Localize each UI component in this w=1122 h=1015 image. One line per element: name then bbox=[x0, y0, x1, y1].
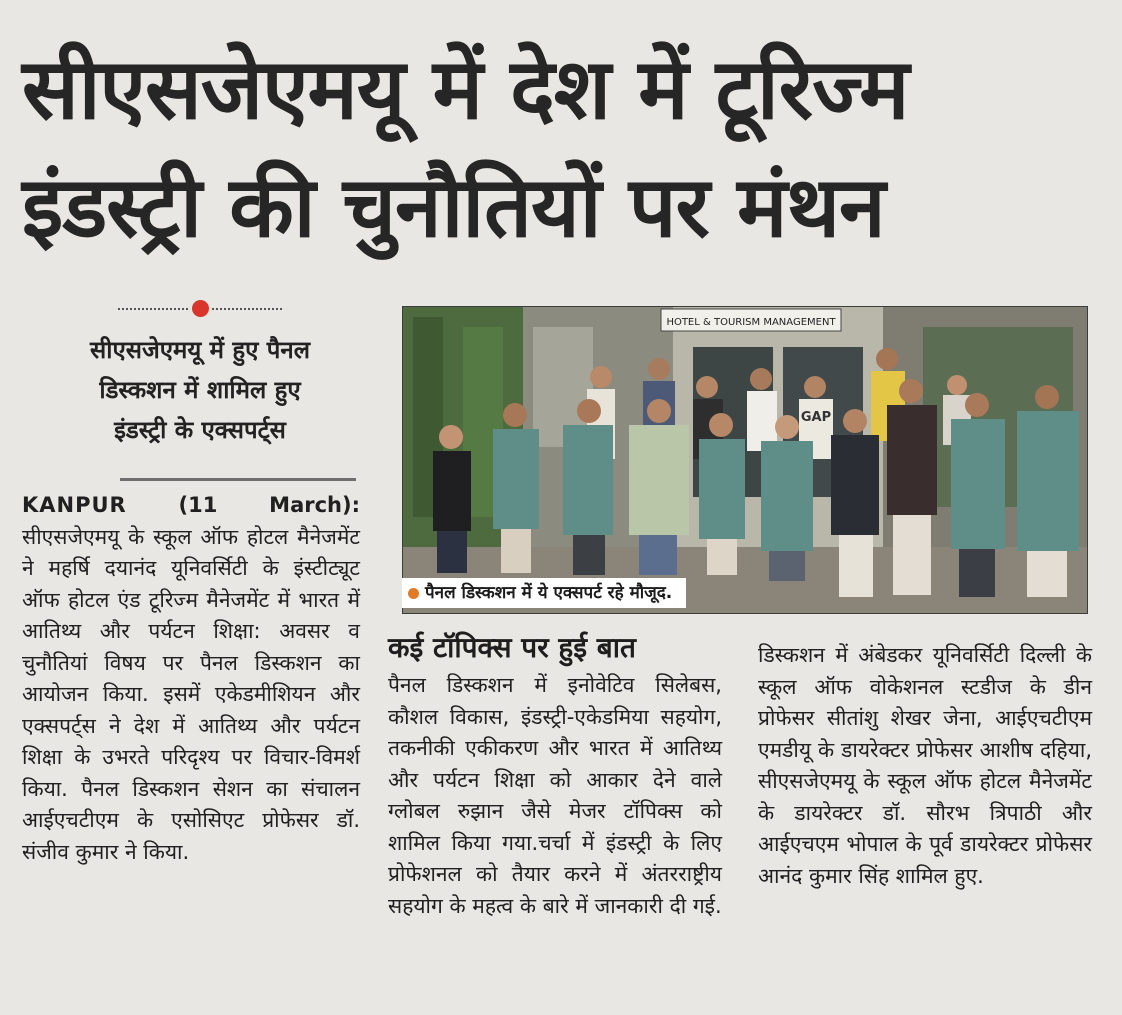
dateline-place: KANPUR bbox=[22, 493, 127, 517]
shirt-text: GAP bbox=[800, 410, 832, 425]
headline-line-1: सीएसजेएमयू में देश में टूरिज्म bbox=[22, 40, 909, 138]
article-column-2: पैनल डिस्कशन में इनोवेटिव सिलेबस, कौशल विकास, इंडस्ट्री-एकेडमिया सहयोग, तकनीकी एकीकरण और भारत में आतिथ्य और पर्यटन शिक्षा को आकार देने वाले ग्लोबल रुझान जैसे मेजर टॉपिक्स को शामिल किया गया.चर्चा में इंडस्ट्री के लिए प्रोफेशनल को तैयार करने में अंतरराष्ट्रीय सहयोग के महत्व के बारे में जानकारी दी गई. bbox=[388, 673, 722, 918]
dateline bbox=[22, 493, 360, 517]
dotted-divider-left bbox=[118, 308, 188, 310]
photo-caption bbox=[402, 578, 686, 608]
article-column-1 bbox=[22, 490, 360, 868]
building-sign: HOTEL & TOURISM MANAGEMENT bbox=[666, 317, 836, 328]
subheadline-line-2: डिस्कशन में शामिल हुए bbox=[99, 376, 301, 404]
subheadline-line-1: सीएसजेएमयू में हुए पैनल bbox=[90, 336, 310, 364]
caption-text: पैनल डिस्कशन में ये एक्सपर्ट रहे मौजूद. bbox=[425, 583, 673, 603]
subheadline-rule bbox=[120, 478, 356, 481]
caption-bullet-icon bbox=[408, 588, 419, 599]
red-dot-ornament bbox=[192, 300, 209, 317]
news-photo bbox=[402, 306, 1088, 614]
dotted-divider-right bbox=[212, 308, 282, 310]
column-2-heading: कई टॉपिक्स पर हुई बात bbox=[388, 631, 636, 664]
article-column-3: डिस्कशन में अंबेडकर यूनिवर्सिटी दिल्ली के स्कूल ऑफ वोकेशनल स्टडीज के डीन प्रोफेसर सीतांशु शेखर जेना, आईएचटीएम एमडीयू के डायरेक्टर प्रोफेसर आशीष दहिया, सीएसजेएमयू के स्कूल ऑफ होटल मैनेजमेंट के डायरेक्टर डॉ. सौरभ त्रिपाठी और आईएचएम भोपाल के पूर्व डायरेक्टर प्रोफेसर आनंद कुमार सिंह शामिल हुए. bbox=[758, 643, 1092, 888]
subheadline-line-3: इंडस्ट्री के एक्सपर्ट्स bbox=[114, 416, 286, 444]
headline bbox=[22, 30, 1102, 266]
subheadline bbox=[30, 330, 370, 450]
group-photo-illustration bbox=[403, 307, 1087, 613]
headline-line-2: इंडस्ट्री की चुनौतियों पर मंथन bbox=[22, 158, 885, 256]
dateline-date: (11 March): bbox=[178, 493, 361, 517]
column-1-body: सीएसजेएमयू के स्कूल ऑफ होटल मैनेजमेंट ने महर्षि दयानंद यूनिवर्सिटी के इंस्टीट्यूट ऑफ होटल एंड टूरिज्म मैनेजमेंट में भारत में आतिथ्य और पर्यटन शिक्षा: अवसर व चुनौतियां विषय पर पैनल डिस्कशन का आयोजन किया. इसमें एकेडमीशियन और एक्सपर्ट्स ने देश में आतिथ्य और पर्यटन शिक्षा के उभरते परिदृश्य पर विचार-विमर्श किया. पैनल डिस्कशन सेशन का संचालन आईएचटीएम के एसोसिएट प्रोफेसर डॉ. संजीव कुमार ने किया. bbox=[22, 524, 360, 864]
